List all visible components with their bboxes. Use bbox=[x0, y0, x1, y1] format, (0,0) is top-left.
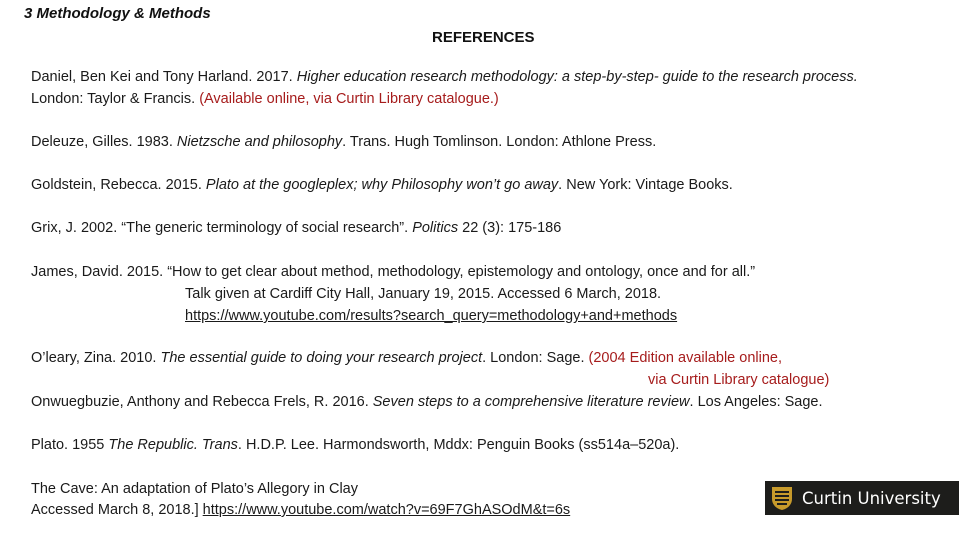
ref-title: Seven steps to a comprehensive literature review bbox=[372, 394, 690, 410]
reference-plato bbox=[31, 435, 679, 455]
reference-grix bbox=[31, 218, 561, 238]
reference-daniel-line1 bbox=[31, 67, 858, 87]
availability-note-continued: via Curtin Library catalogue) bbox=[648, 372, 830, 388]
reference-onwuegbuzie bbox=[31, 392, 823, 412]
ref-title: Politics bbox=[412, 220, 459, 236]
ref-title: Plato at the googleplex; why Philosophy won’t go away bbox=[205, 177, 559, 193]
curtin-university-logo bbox=[765, 481, 959, 515]
ref-text: Grix, J. 2002. “The generic terminology of social research”. bbox=[31, 220, 413, 236]
section-header: 3 Methodology & Methods bbox=[24, 5, 211, 22]
reference-goldstein bbox=[31, 175, 733, 195]
ref-text: . London: Sage. bbox=[482, 350, 589, 366]
ref-text: . Los Angeles: Sage. bbox=[689, 394, 823, 410]
ref-text: Daniel, Ben Kei and Tony Harland. 2017. bbox=[31, 69, 297, 85]
ref-title: The Republic. Trans bbox=[108, 437, 238, 453]
ref-text: 22 (3): 175-186 bbox=[458, 220, 562, 236]
reference-the-cave-line2 bbox=[31, 500, 570, 520]
ref-title: Nietzsche and philosophy bbox=[176, 134, 343, 150]
ref-text: . New York: Vintage Books. bbox=[558, 177, 733, 193]
availability-note: (2004 Edition available online, bbox=[588, 350, 783, 366]
ref-text: Goldstein, Rebecca. 2015. bbox=[31, 177, 206, 193]
ref-text: Plato. 1955 bbox=[31, 437, 109, 453]
reference-the-cave-line1: The Cave: An adaptation of Plato’s Allegory in Clay bbox=[31, 481, 358, 497]
reference-james-line1: James, David. 2015. “How to get clear about method, methodology, epistemology and ontology, once and for all.” bbox=[31, 264, 756, 280]
ref-text: . H.D.P. Lee. Harmondsworth, Mddx: Penguin Books (ss514a–520a). bbox=[237, 437, 680, 453]
ref-text: Onwuegbuzie, Anthony and Rebecca Frels, R. 2016. bbox=[31, 394, 373, 410]
reference-deleuze bbox=[31, 132, 656, 152]
ref-text: Accessed March 8, 2018.] bbox=[31, 502, 203, 518]
references-title: REFERENCES bbox=[432, 29, 535, 46]
ref-text: . Trans. Hugh Tomlinson. London: Athlone Press. bbox=[342, 134, 657, 150]
youtube-cave-link[interactable]: https://www.youtube.com/watch?v=69F7GhASOdM&t=6s bbox=[202, 502, 571, 518]
availability-note: (Available online, via Curtin Library catalogue.) bbox=[199, 91, 499, 107]
curtin-crest-icon bbox=[770, 485, 794, 511]
reference-james-line2: Talk given at Cardiff City Hall, January 19, 2015. Accessed 6 March, 2018. bbox=[185, 286, 662, 302]
ref-title: Higher education research methodology: a step-by-step- guide to the research process. bbox=[296, 69, 858, 85]
ref-text: London: Taylor & Francis. bbox=[31, 91, 200, 107]
ref-title: The essential guide to doing your research project bbox=[160, 350, 483, 366]
reference-daniel-line2 bbox=[31, 89, 499, 109]
ref-text: O’leary, Zina. 2010. bbox=[31, 350, 161, 366]
youtube-methodology-link[interactable]: https://www.youtube.com/results?search_query=methodology+and+methods bbox=[185, 308, 678, 324]
logo-text: Curtin University bbox=[802, 488, 941, 508]
reference-james-link-row bbox=[185, 306, 677, 326]
reference-oleary bbox=[31, 348, 782, 368]
ref-text: Deleuze, Gilles. 1983. bbox=[31, 134, 177, 150]
